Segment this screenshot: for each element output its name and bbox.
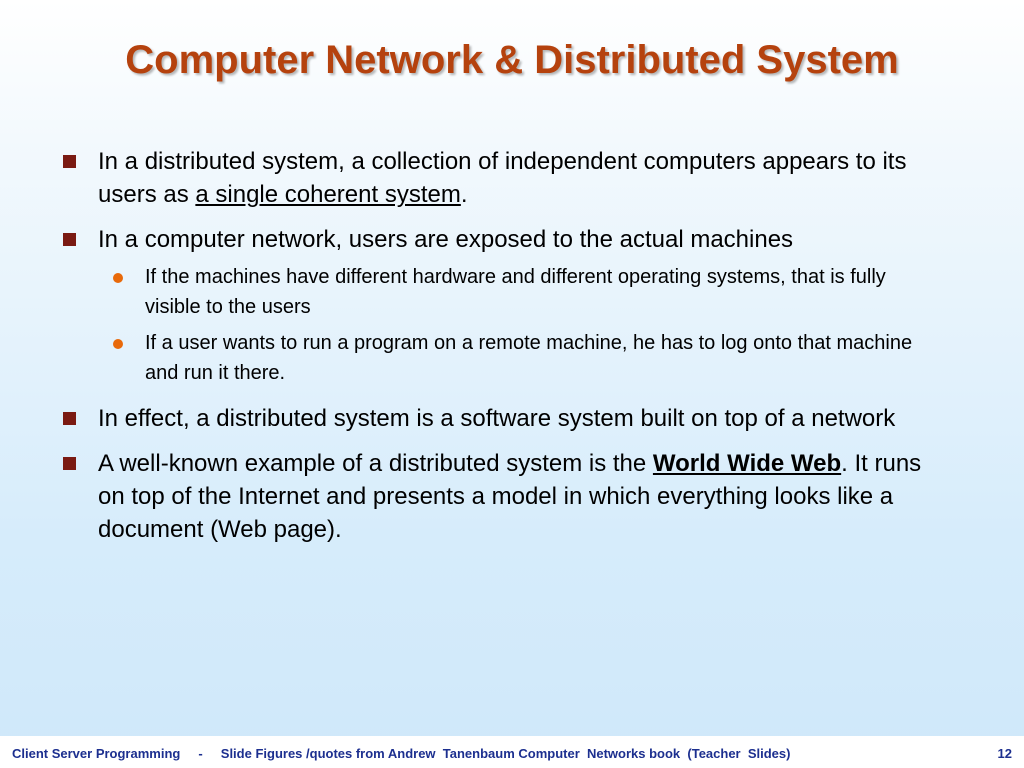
sub-bullet-text: If the machines have different hardware and different operating systems, that is fully visible to the users: [145, 266, 886, 318]
dot-bullet-icon: [113, 339, 123, 349]
sub-bullet-item: [0, 328, 1024, 388]
underlined-phrase: a single coherent system: [195, 181, 461, 208]
bullet-text-end: .: [460, 181, 468, 208]
bullet-item: [0, 223, 1024, 256]
sub-bullet-item: [0, 262, 1024, 322]
slide-footer: [0, 736, 1024, 768]
bullet-text: A well-known example of a distributed system is the: [98, 450, 653, 477]
square-bullet-icon: [63, 457, 76, 470]
square-bullet-icon: [63, 155, 76, 168]
square-bullet-icon: [63, 412, 76, 425]
bullet-item: [0, 402, 1024, 435]
footer-text: Client Server Programming - Slide Figures /quotes from Andrew Tanenbaum Computer Networks book (Teacher Slides): [12, 746, 791, 761]
bullet-item: [0, 447, 1024, 546]
bullet-text-end: . It runs on top of the Internet and presents a model in which everything looks like a document (Web page).: [98, 450, 922, 543]
bullet-text: In effect, a distributed system is a software system built on top of a network: [98, 405, 896, 432]
bold-underlined-phrase: World Wide Web: [652, 450, 842, 477]
sub-bullet-text: If a user wants to run a program on a remote machine, he has to log onto that machine and run it there.: [145, 332, 913, 384]
dot-bullet-icon: [113, 273, 123, 283]
page-number: 12: [997, 746, 1012, 761]
square-bullet-icon: [63, 233, 76, 246]
slide-title: Computer Network & Distributed System: [125, 38, 899, 82]
slide-body: [0, 145, 1024, 558]
bullet-item: [0, 145, 1024, 211]
bullet-text: In a computer network, users are exposed to the actual machines: [98, 226, 794, 253]
bullet-text: In a distributed system, a collection of independent computers appears to its users as: [98, 148, 907, 208]
